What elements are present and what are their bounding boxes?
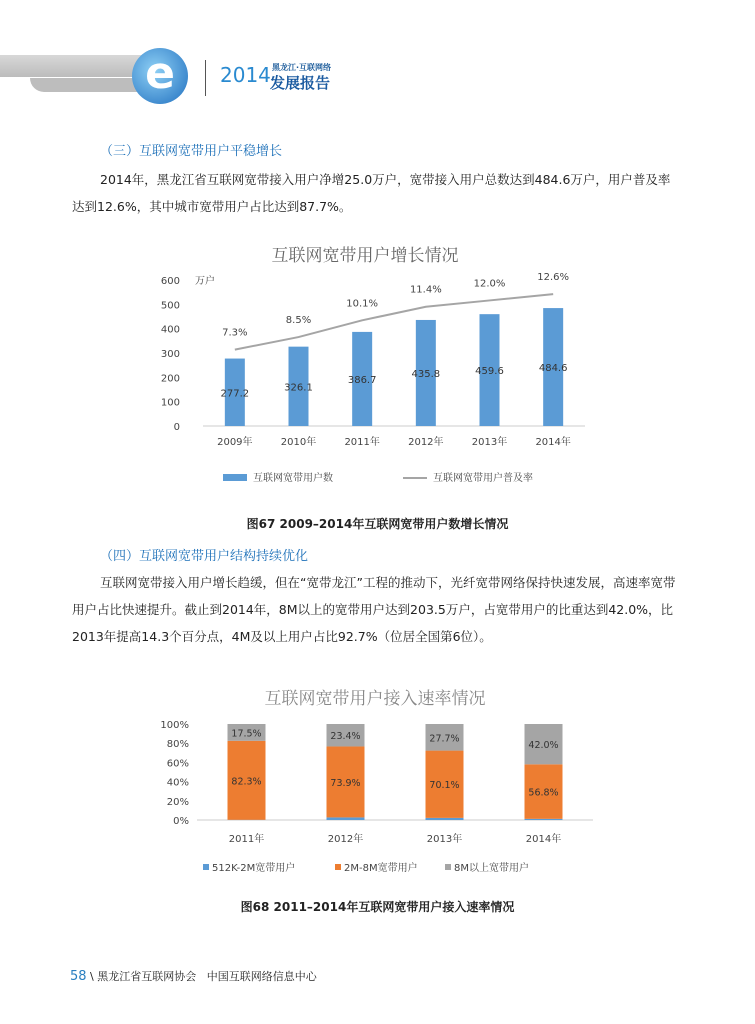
legend-swatch: [223, 474, 247, 481]
bar-data-label: 484.6: [538, 363, 568, 375]
stacked-bar-segment: [525, 819, 563, 820]
bar-data-label: 277.2: [220, 388, 250, 400]
y-tick-label: 40%: [166, 777, 189, 789]
x-tick-label: 2014年: [525, 834, 562, 845]
access-rate-chart: [155, 680, 595, 885]
x-tick-label: 2012年: [408, 437, 444, 448]
legend-label: 2M-8M宽带用户: [344, 863, 418, 874]
y-tick-label: 80%: [166, 739, 189, 751]
page-number: 58: [70, 969, 87, 984]
figure-caption: 图68 2011–2014年互联网宽带用户接入速率情况: [240, 900, 515, 914]
paragraph: 2014年，黑龙江省互联网宽带接入用户净增25.0万户，宽带接入用户总数达到484.6万户，用户普及率达到12.6%，其中城市宽带用户占比达到87.7%。: [72, 172, 671, 214]
bar-data-label: 386.7: [347, 374, 377, 386]
legend-label: 8M以上宽带用户: [454, 863, 529, 874]
x-tick-label: 2011年: [228, 834, 265, 845]
broadband-users-chart: [155, 235, 595, 497]
bar-data-label: 27.7%: [429, 733, 460, 745]
y-tick-label: 300: [160, 349, 180, 360]
legend-swatch: [203, 864, 209, 870]
stacked-bar-segment: [327, 817, 365, 820]
y-tick-label: 20%: [166, 796, 189, 808]
paragraph: 互联网宽带接入用户增长趋缓，但在“宽带龙江”工程的推动下，光纤宽带网络保持快速发展，高速率宽带用户占比快速提升。截止到2014年，8M以上的宽带用户达到203.5万户，占宽带用户的比重达到42.0%，比2013年提高14.3个百分点，4M及以上用户占比92.7%（位居全国第6位）。: [72, 575, 676, 644]
figure-caption: 图67 2009–2014年互联网宽带用户数增长情况: [246, 517, 509, 531]
y-tick-label: 60%: [166, 758, 189, 770]
line-data-label: 11.4%: [409, 284, 442, 296]
header-subtitle-small: 黑龙江·互联网络: [272, 63, 332, 72]
chart-title: 互联网宽带用户接入速率情况: [264, 689, 486, 709]
footer-separator: \: [90, 970, 94, 983]
x-tick-label: 2011年: [344, 437, 380, 448]
chart-title: 互联网宽带用户增长情况: [271, 246, 459, 266]
y-tick-label: 100%: [160, 720, 189, 731]
legend-label: 互联网宽带用户数: [253, 473, 333, 484]
y-tick-label: 100: [160, 397, 180, 409]
bar-data-label: 73.9%: [330, 777, 361, 789]
header-divider: [205, 60, 206, 96]
y-axis-unit: 万户: [195, 276, 215, 287]
line-data-label: 12.6%: [537, 272, 570, 284]
bar-data-label: 56.8%: [528, 787, 559, 799]
footer-org: 中国互联网络信息中心: [206, 970, 317, 983]
x-tick-label: 2013年: [426, 834, 463, 845]
header-year: 2014: [220, 63, 271, 87]
footer-org: 黑龙江省互联网协会: [97, 970, 197, 983]
y-tick-label: 0%: [173, 816, 189, 827]
line-data-label: 12.0%: [473, 278, 506, 290]
x-tick-label: 2009年: [217, 437, 253, 448]
bar-data-label: 326.1: [284, 382, 313, 394]
bar-data-label: 42.0%: [528, 740, 559, 752]
rate-line: [235, 294, 553, 349]
stacked-bar-segment: [426, 818, 464, 820]
bar-data-label: 70.1%: [429, 780, 460, 792]
y-tick-label: 600: [160, 276, 180, 287]
legend-swatch: [445, 864, 451, 870]
y-tick-label: 200: [160, 373, 180, 385]
y-tick-label: 400: [160, 324, 180, 336]
bar-data-label: 17.5%: [231, 728, 262, 740]
x-tick-label: 2010年: [280, 437, 317, 448]
x-tick-label: 2014年: [535, 437, 571, 448]
ie-logo-icon: e: [132, 48, 188, 104]
y-tick-label: 500: [160, 300, 180, 312]
x-tick-label: 2013年: [471, 437, 508, 448]
footer: [70, 968, 317, 984]
line-data-label: 10.1%: [346, 298, 379, 310]
bar-data-label: 435.8: [411, 368, 441, 380]
section-heading: （三）互联网宽带用户平稳增长: [100, 144, 283, 159]
x-tick-label: 2012年: [327, 834, 364, 845]
bar-data-label: 23.4%: [330, 731, 361, 743]
y-tick-label: 0: [173, 422, 180, 433]
bar-data-label: 459.6: [475, 366, 504, 378]
line-data-label: 8.5%: [285, 315, 312, 327]
legend-label: 512K-2M宽带用户: [212, 863, 296, 874]
legend-label: 互联网宽带用户普及率: [433, 473, 533, 484]
line-data-label: 7.3%: [222, 327, 248, 339]
section-heading: （四）互联网宽带用户结构持续优化: [100, 549, 309, 564]
bar-data-label: 82.3%: [231, 776, 262, 788]
header-subtitle: 发展报告: [270, 74, 331, 92]
legend-swatch: [335, 864, 341, 870]
